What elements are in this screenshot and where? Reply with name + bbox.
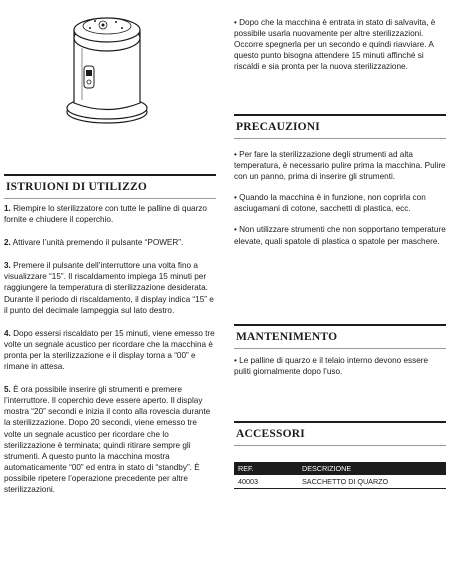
column-header-description: DESCRIZIONE — [298, 462, 446, 475]
maintenance-text: • Le palline di quarzo e il telaio interno devono essere puliti giornalmente dopo l’uso. — [234, 356, 429, 377]
step-5: 5. È ora possibile inserire gli strumenti e premere l’interruttore. Il coperchio deve essere aperto. Il display mostra “20” secondi e inizia il conto alla rovescia durante la sterilizzazione. Dopo 20 secondi, viene emesso tre volte un segnale acustico per ricordare che lo sterilizzazione è terminata; quindi ritirare sempre gli strumenti. A questo punto la macchina mostra automaticamente “00” ed entra in stato di “standby”. È possibile ripetere l’operazione precedente per altre sterilizzazioni. — [4, 385, 211, 494]
sterilizer-illustration — [62, 8, 152, 132]
step-3: 3. Premere il pulsante dell’interruttore una volta fino a visualizzare “15”. Il riscaldamento impiega 15 minuti per raggiungere la temperatura di sterilizzazione desiderata. Durante il periodo di riscaldamento, il display indica “15” e il punto del decimale lampeggia sul lato destro. — [4, 261, 214, 315]
precaution-item: • Non utilizzare strumenti che non sopportano temperature elevate, quali spatole di plastica o spatole per maschere. — [234, 225, 446, 246]
precaution-item: • Per fare la sterilizzazione degli strumenti ad alta temperatura, è necessario pulire prima la macchina. Pulire con un panno, prima di inserire gli strumenti. — [234, 150, 446, 182]
accessories-heading: ACCESSORI — [234, 421, 446, 446]
precaution-item: • Quando la macchina è in funzione, non coprirla con asciugamani di cotone, sacchetti di plastica, ecc. — [234, 193, 426, 214]
table-header-row — [234, 462, 446, 475]
maintenance-section — [234, 324, 446, 377]
standby-note: • Dopo che la macchina è entrata in stato di salvavita, è possibile usarla nuovamente per altre sterilizzazioni. Occorre spegnerla per un secondo e quindi riavviare. A questo punto bisogna attendere 15 minuti affinché si riscaldi e sia pronta per la nuova sterilizzazione. — [234, 18, 436, 72]
accessories-section — [234, 421, 446, 489]
accessories-table — [234, 462, 446, 489]
precautions-heading: PRECAUZIONI — [234, 114, 446, 139]
table-row — [234, 475, 446, 489]
step-1: 1. Riempire lo sterilizzatore con tutte le palline di quarzo fornite e chiudere il coperchio. — [4, 204, 207, 225]
instructions-steps — [4, 203, 216, 495]
precautions-section — [234, 114, 446, 247]
step-4: 4. Dopo essersi riscaldato per 15 minuti, viene emesso tre volte un segnale acustico per ricordare che la macchina è pronta per la sterilizzazione e il display torna a “00” e rimane in attesa. — [4, 328, 215, 372]
accessory-ref: 40003 — [234, 475, 298, 489]
column-header-ref: REF. — [234, 462, 298, 475]
step-2: 2. Attivare l’unità premendo il pulsante “POWER”. — [4, 238, 184, 248]
instructions-heading: ISTRUIONI DI UTILIZZO — [4, 174, 216, 199]
accessory-description: SACCHETTO DI QUARZO — [298, 475, 446, 489]
maintenance-heading: MANTENIMENTO — [234, 324, 446, 349]
